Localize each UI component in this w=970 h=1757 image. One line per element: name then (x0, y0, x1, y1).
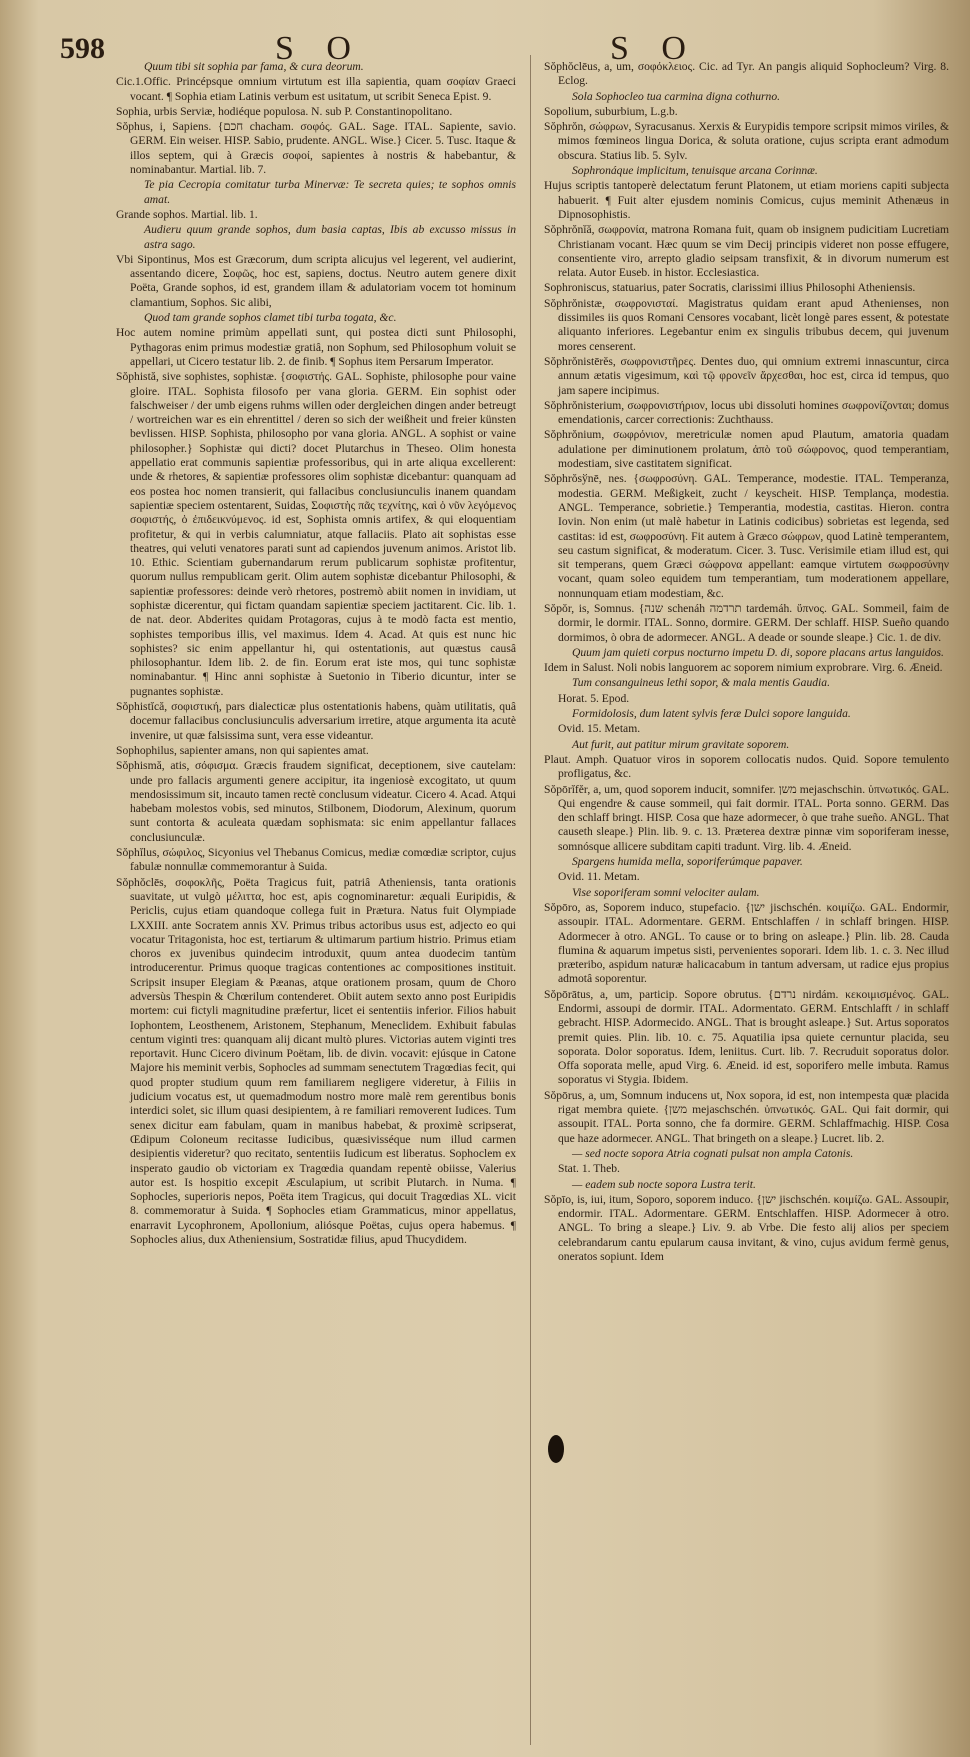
quotation: Sophronáque implicitum, tenuisque arcana Corinnæ. (572, 164, 818, 178)
dictionary-entry: Grande sophos. Martial. lib. 1. (116, 207, 258, 221)
dictionary-entry: Sŏphrŏnistērĕs, σωφρονιστῆρες. Dentes duo, qui omnium extremi innascuntur, circa annum ætatis vigesimum, καὶ τῷ φρονεῖν ἄρχεσθαι, hoc est, circa id tempus, quo jam sapere incipimus. (544, 354, 949, 397)
citation: Ovid. 11. Metam. (558, 870, 640, 884)
dictionary-entry: Sŏphrŏn, σώφρων, Syracusanus. Xerxis & Eurypidis tempore scripsit mimos viriles, & mimos fœmineos lingua Dorica, & soluta oratione, cujus scripta erant admodum obscura. Statius lib. 5. Sylv. (544, 120, 949, 162)
dictionary-entry: Sŏphrŏsўnē, nes. {σωφροσύνη. GAL. Temperance, modestie. ITAL. Temperanza, modestia. GERM. Meßigkeit, zucht / keyscheit. HISP. Templança, modestia. ANGL. Temperance, sobrietie.} Temperantia, modestia, castitas. Hieron. contra Iovin. Non enim (ut malè habetur in Latinis codicibus) sobrietas est legenda, sed castitas: id est, σωφροσύνη. Fit autem à Græco σώφρων, quod Latinè temperantem, seu castum significat, & moderatum. Cicer. 3. Tusc. Verisimile etiam illud est, qui sit temperans, quem Græci σώφρονα appellant: eamque virtutem σωφροσύνην vocant, quam soleo equidem tum temperantiam, tum moderationem appellare, nonnunquam etiam modestiam, &c. (544, 472, 949, 600)
citation: Horat. 5. Epod. (558, 691, 630, 705)
dictionary-entry: Sŏphŏclēus, a, um, σοφόκλειος. Cic. ad Tyr. An pangis aliquid Sophocleum? Virg. 8. Eclog. (544, 60, 949, 88)
quotation: Aut furit, aut patitur mirum gravitate soporem. (572, 737, 790, 751)
dictionary-entry: Sŏpīo, is, iui, itum, Soporo, soporem induco. {ישן jischschén. κοιμίζω. GAL. Assoupir, endormir. ITAL. Adormentare. GERM. Entschlaffen. HISP. Adormecer à otro. ANGL. To bring a sleape.} Liv. 9. ab Vrbe. Die festo alij alios per speciem celebrandarum cantu epularum causa invitant, & vino, cujus avidum fermè genus, oneratos sopiunt. Idem (544, 1192, 949, 1264)
header-letters-right: S O (610, 30, 698, 67)
dictionary-entry: Sŏphus, i, Sapiens. {חכם chacham. σοφός. GAL. Sage. ITAL. Sapiente, savio. GERM. Ein weiser. HISP. Sabio, prudente. ANGL. Wise.} Cicer. 5. Tusc. Itaque & illos septem, qui à Græcis σοφοί, sapientes à nostris & habebantur, & nominabantur. Martial. lib. 7. (116, 120, 516, 177)
dictionary-entry: Cic.1.Offic. Princépsque omnium virtutum est illa sapientia, quam σοφίαν Graeci vocant. ¶ Sophia etiam Latinis verbum est usitatum, ut scribit Seneca Epist. 9. (116, 75, 516, 103)
right-column (544, 60, 949, 1265)
dictionary-entry: Idem in Salust. Noli nobis languorem ac soporem nimium exprobrare. Virg. 6. Æneid. (544, 661, 943, 675)
quotation: Vise soporiferam somni velociter aulam. (572, 885, 760, 899)
quotation: Quod tam grande sophos clamet tibi turba togata, &c. (144, 311, 397, 325)
dictionary-entry: Sŏphrŏnium, σωφρόνιον, meretriculæ nomen apud Plautum, amatoria quadam adulatione per diminutionem prolatum, ἀπὸ τοῦ σώφρονος, quod temperantiam, modestiam, sive castitatem significat. (544, 428, 949, 471)
dictionary-entry: Sŏpōrĭfĕr, a, um, quod soporem inducit, somnifer. משן mejaschschin. ὑπνωτικός. GAL. Qui engendre & cause sommeil, qui fait dormir. ITAL. Porta sonno. GERM. Das den schlaff bringt. HISP. Cosa que haze adormecer, ò que trahe sueño. ANGL. That causeth sleape.} Plin. lib. 9. c. 13. Præterea dextræ pinnæ vim soporiferam inesse, somnósque allicere subditam capiti tradunt. Virg. lib. 4. Æneid. (544, 782, 949, 853)
quotation: Quum tibi sit sophia par fama, & cura deorum. (144, 60, 364, 73)
dictionary-entry: Sŏpŏr, is, Somnus. {שנה schenáh תרדמה tardemáh. ὕπνος. GAL. Sommeil, faim de dormir, le dormir. ITAL. Sonno, dormire. GERM. Der schlaff. HISP. Sueño quando dormimos, ò obra de adormecer. ANGL. A deade or sounde sleape.} Cic. 1. de div. (544, 601, 949, 644)
header-letters-left: S O (275, 30, 363, 67)
page-number: 598 (60, 32, 105, 65)
dictionary-entry: Hoc autem nomine primùm appellati sunt, qui postea dicti sunt Philosophi, Pythagoras enim primus modestiæ gratiâ, non Sophum, sed Philosophum voluit se appellari, ut Cicero testatur lib. 2. de finib. ¶ Sophus item Persarum Imperator. (116, 326, 516, 368)
quotation: Te pia Cecropia comitatur turba Minervæ: Te secreta quies; te sophos omnis amat. (144, 178, 516, 206)
citation: Stat. 1. Theb. (558, 1162, 620, 1176)
citation: Ovid. 15. Metam. (558, 722, 641, 736)
dictionary-entry: Sophia, urbis Serviæ, hodiéque populosa. N. sub P. Constantinopolitano. (116, 104, 453, 118)
quotation: Sola Sophocleo tua carmina digna cothurno. (572, 89, 781, 103)
quotation: Audieru quum grande sophos, dum basia captas, Ibis ab excusso missus in astra sago. (144, 223, 516, 251)
dictionary-entry: Sŏphistă, sive sophistes, sophistæ. {σοφιστής. GAL. Sophiste, philosophe pour vaine gloire. ITAL. Sophista filosofo per vana gloria. GERM. Ein sophist oder falschweiser / der umb eigens ruhms willen oder dergleichen dingen ander betreugt / wortreichen war es ein ehrentittel / deren so sich der weißheit und freier künsten bevlissen. HISP. Sophista, philosopho por vana gloria. ANGL. A sophist or vaine philosopher.} Sophistæ qui dicti? docet Plutarchus in Theseo. Olim honesta appellatio erat communis sapientiæ professoribus, qui in arte aliqua excellerent: unde & rhetores, & sapientiæ professores olim sophistæ dicebantur: quanquam ad eos postea hoc nomen transierit, qui fallacibus conclusiunculis inanem quandam sapientiæ speciem ostentarent, Suidas, Σοφιστὴς πᾶς τεχνίτης, καὶ ὁ νῦν λεγόμενος σοφιστής, ὁ ἐπιδεικνύμενος. id est, Sophista omnis artifex, & qui eloquentiam profitetur, & qui in verbis calumniatur, atque fallaciis. Plato ait sophistas esse theatres, qui veluti venatores parati sunt ad capiendos juvenum animos. Aristot lib. 10. Ethic. Scientiam gubernandarum rerum publicarum sophistæ profitentur, quorum nullus rempublicam gerit. Olim autem sophistæ dicebantur Philosophi, & sapientiæ professores: deinde verò rhetores, postremò abiit nomen in invidiam, ut sophistæ dicerentur, qui fictam quandam sapientiæ speciem jactitarent. Cic. lib. 1. de nat. deor. Abderites quidam Protagoras, cujus à te modò facta est mentio, sophistes temporibus illis, vel maximus. Idem 4. Acad. At quis est nunc hic sophistes? sic enim appellantur hi, qui ostentationis, aut quæstus causâ philosophantur. Idem lib. 2. de fin. Eorum erat iste mos, qui tunc sophistæ nominabantur. ¶ Hinc anni sophistæ à Suetonio in Tiberio dicuntur, inter se pugnantes sophistæ. (116, 370, 516, 698)
dictionary-entry: Sŏpōrātus, a, um, particip. Sopore obrutus. {נרדם nirdám. κεκοιμισμένος. GAL. Endormi, assoupi de dormir. ITAL. Adormentato. GERM. Entschlafft / in schlaff gebracht. HISP. Adormecido. ANGL. That is brought asleape.} Sut. Artus soporatos premit quies. Plin. lib. 10. c. 75. Aquatilia ipsa quiete cernuntur placida, seu soporata. Dolor soporatus. Idem, leniitus. Curt. lib. 7. Recruduit soporatus dolor. Offa soporata melle, apud Virg. 6. Æneid. id est, soporifero melle imbuta. Ramus soporatus vi Stygia. Ibidem. (544, 987, 949, 1087)
quotation: — sed nocte sopora Atria cognati pulsat non ampla Catonis. (572, 1146, 854, 1160)
dictionary-entry: Sopolium, suburbium, L.g.b. (544, 104, 678, 118)
left-column (116, 60, 516, 1248)
quotation: Spargens humida mella, soporiferúmque papaver. (572, 855, 803, 869)
dictionary-entry: Sŏphrŏnĭă, σωφρονία, matrona Romana fuit, quam ob insignem pudicitiam Lucretiam Christianam vocant. Hæc quum se vim Decij principis videret non posse effugere, consentiente viro, arrepto gladio seipsam transfixit, & in divorum numerum est relata. Autor Euseb. in histor. Ecclesiastica. (544, 223, 949, 280)
quotation: — eadem sub nocte sopora Lustra terit. (572, 1177, 756, 1191)
quotation: Quum jam quieti corpus nocturno impetu D. di, sopore placans artus languidos. (572, 645, 944, 659)
dictionary-entry: Sŏphismă, atis, σόφισμα. Græcis fraudem significat, deceptionem, sive cautelam: unde pro fallacis argumenti genere accipitur, ita ingeniosè excogitato, ut quum mendosissimum sit, incauto tamen rectè conclusum videatur. Cicero 4. Acad. Atqui habebam molestos vobis, sed minutos, Stilbonem, Diodorum, Alexinum, quorum sunt contorta & aculeata quædam sophismata: sic enim appellantur fallaces conclusiunculæ. (116, 759, 516, 844)
dictionary-entry: Sŏpōrus, a, um, Somnum inducens ut, Nox sopora, id est, non intempesta quæ placida rigat membra quiete. {משן mejaschschén. ὑπνωτικός. GAL. Qui fait dormir, qui assoupit. ITAL. Porta sonno, che fa dormire. GERM. Schlaffmachig. HISP. Cosa que haze adormecer. ANGL. That bringeth on a sleape.} Lucret. lib. 2. (544, 1088, 950, 1145)
dictionary-entry: Hujus scriptis tantoperè delectatum ferunt Platonem, ut etiam moriens capiti subjecta habuerit. ¶ Fuit alter ejusdem nominis Comicus, cujus meminit Athenæus in Dipnosophistis. (544, 179, 949, 221)
ink-blot (548, 1435, 564, 1463)
dictionary-entry: Sŏpōro, as, Soporem induco, stupefacio. {ישן jischschén. κοιμίζω. GAL. Endormir, assoupir. ITAL. Adormentare. GERM. Entschlaffen / in schlaff bringen. HISP. Adormecer à otro. ANGL. To cause or to bring on asleape.} Plin. lib. 28. Cauda flumina & aquarum impetus sisti, pervenientes soporari. Idem lib. 1. c. 3. Nec illud præteribo, aspidum naturæ halicacabum in tantum adversam, ut radice ejus propius admotâ soporentur. (544, 900, 949, 986)
dictionary-entry: Sŏphrŏnistæ, σωφρονισταί. Magistratus quidam erant apud Athenienses, non dissimiles iis quos Romani Censores vocabant, licèt longè pares essent, & potestate aliquanto inferiores. Legebantur enim ex singulis tribubus decem, qui juvenum mores censerent. (544, 296, 949, 353)
dictionary-entry: Vbi Sipontinus, Mos est Græcorum, dum scripta alicujus vel legerent, vel audierint, assentando dicere, Σοφῶς, hoc est, sapiens, doctus. Neutro autem genere dixit Poëta, Grande sophos, id est, grandem illam & adulatoriam vocem tot hominum clamantium, Sophos. Sic alibi, (116, 252, 516, 309)
quotation: Formidolosis, dum latent sylvis feræ Dulci sopore languida. (572, 707, 851, 721)
dictionary-entry: Sŏphistĭcă, σοφιστική, pars dialecticæ plus ostentationis habens, quàm utilitatis, quâ docemur fallacibus conclusiunculis adversarium irretire, atque argumenta ita acutè invenire, ut quæ falsissima sunt, vera esse videantur. (116, 700, 516, 742)
dictionary-entry: Sophroniscus, statuarius, pater Socratis, clarissimi illius Philosophi Atheniensis. (544, 281, 916, 295)
dictionary-entry: Sophophilus, sapienter amans, non qui sapientes amat. (116, 743, 369, 757)
dictionary-entry: Plaut. Amph. Quatuor viros in soporem collocatis nudos. Quid. Sopore temulento profligatus, &c. (544, 752, 949, 781)
dictionary-entry: Sŏphĭlus, σώφιλος, Sicyonius vel Thebanus Comicus, mediæ comœdiæ scriptor, cujus fabulæ nonnullæ commemorantur à Suida. (116, 846, 516, 874)
dictionary-entry: Sŏphrŏnisterium, σωφρονιστήριον, locus ubi dissoluti homines σωφρονίζονται; domus emendationis, carcer correctionis: Zuchthauss. (544, 398, 949, 427)
quotation: Tum consanguineus lethi sopor, & mala mentis Gaudia. (572, 676, 830, 690)
dictionary-entry: Sŏphŏclēs, σοφοκλῆς, Poëta Tragicus fuit, patriâ Atheniensis, tanta orationis suavitate, ut vulgò μέλιττα, hoc est, apis cognominaretur: æquali Euripidis, & Periclis, cujus etiam quandoque collega fuit in Prætura. Natus fuit Olympiade LXXIII. ante Socratem annis XV. Primus tribus actoribus usus est, adjecto eo qui vocatur Tritagonista, hoc est, tertiarum & ultimarum partium histrio. Primus etiam choros ex juvenibus quindecim introduxit, quum antea duodecim tantùm introducerentur. Primus quoque tragicas contentiones ac compositiones instituit. Scripsit insuper Elegiam & Pæanas, atque orationem prosam, quum de Choro adversùs Thespin & Chœrilum contenderet. Obiit autem sexto anno post Euripidis mortem: cui fictyli magnitudine præfertur, licet ei sententiis inferior. Filios habuit Iophontem, Leosthenem, Aristonem, Stephanum, Meneclidem. Exhibuit fabulas centum viginti tres: quanquam alij dicant multò plures. Victorias autem viginti tres reportavit. Hunc Cicero divinum Poëtam, lib. de divin. vocavit: ejúsque in Catone Majore his meminit verbis, Sophocles ad summam senectutem Tragœdias fecit, qui quod propter studium quum rem familiarem negligere videretur, à Filiis in judicium vocatus est, ut quemadmodum nostro more malè rem gerentibus bonis interdici solet, sic illum quasi desipientem, à re familiari removerent Iudices. Tum senex dicitur eam fabulam, quam in manibus habebat, & proximè scripserat, Œdipum Coloneum recitasse Iudicibus, quæsivisséque num illud carmen desipientis videretur? quo recitato, sententiis Iudicum est liberatus. Sophoclem ex insperato gaudio ob victoriam ex Tragœdia quandam repentè obiisse, Valerius autor est. Is hospitio excepit Æsculapium, ut scribit Plutarch. in Numa. ¶ Sophocles, superioris nepos, Poëta item Tragicus, qui docuit Tragœdias XL. vicit 8. commemoratur à Suida. ¶ Sophocles etiam Grammaticus, minor appellatus, enarravit Lycophronem, Apollonium, aliósque Poëtas, cujus opera habemus. ¶ Sophocles alius, dux Atheniensium, Sostratidæ filius, apud Thucydidem. (116, 875, 516, 1247)
column-divider (530, 55, 531, 1745)
